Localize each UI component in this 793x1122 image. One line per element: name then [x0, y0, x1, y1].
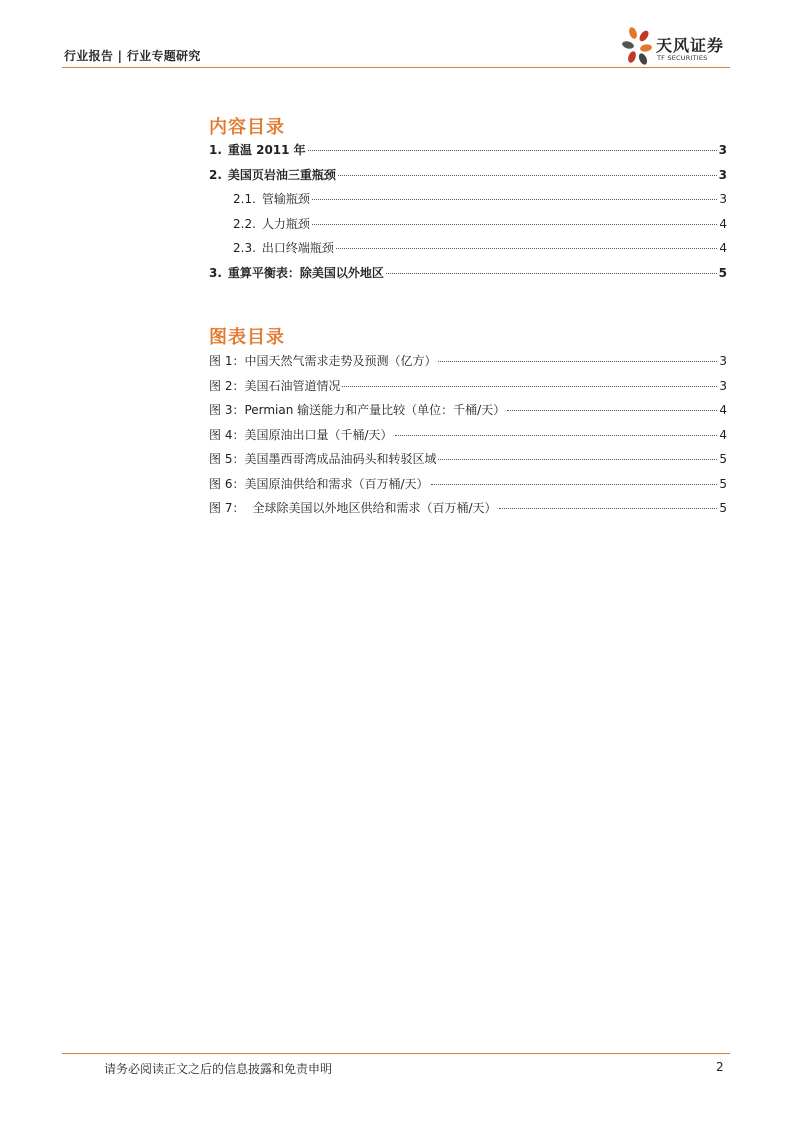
report-category: 行业报告 | 行业专题研究 — [64, 49, 201, 63]
figure-item-label: 美国墨西哥湾成品油码头和转驳区域 — [244, 452, 437, 466]
toc-leader — [308, 150, 717, 151]
toc-item-number: 2.3. — [233, 241, 256, 255]
figure-item-number: 图 7： — [209, 501, 245, 515]
toc-item-label: 美国页岩油三重瓶颈 — [227, 167, 336, 182]
toc-leader — [342, 386, 717, 387]
figure-item-number: 图 6： — [209, 476, 245, 491]
logo-petals-icon — [622, 24, 656, 68]
toc-item-number: 3. — [209, 265, 222, 280]
toc-item-label: 人力瓶颈 — [261, 216, 310, 231]
toc-item-number: 2.2. — [233, 216, 256, 231]
figure-item-page: 5 — [719, 501, 727, 515]
logo-name-en: TF SECURITIES — [657, 54, 708, 62]
figure-item-label: 美国原油出口量（千桶/天） — [244, 427, 393, 442]
toc-leader — [312, 224, 717, 225]
figure-item[interactable] — [209, 377, 727, 402]
toc-item-label: 重算平衡表：除美国以外地区 — [227, 265, 384, 280]
page-number: 2 — [716, 1060, 724, 1074]
figure-item-page: 3 — [719, 354, 727, 368]
figure-item-page: 5 — [719, 452, 727, 466]
toc-leader — [499, 508, 718, 509]
toc-item[interactable] — [209, 141, 727, 166]
toc-item[interactable] — [209, 166, 727, 191]
toc-item-page: 4 — [719, 241, 727, 255]
figure-item-page: 4 — [719, 427, 727, 442]
toc-item-page: 4 — [719, 216, 727, 231]
toc-leader — [431, 484, 718, 485]
figure-item-page: 4 — [719, 403, 727, 417]
toc-item-label: 重温 2011 年 — [227, 143, 306, 157]
toc-leader — [438, 361, 717, 362]
toc-leader — [312, 199, 717, 200]
figures-title: 图表目录 — [209, 327, 285, 348]
toc-item-number: 2. — [209, 167, 222, 182]
logo-name-cn: 天风证券 — [656, 36, 725, 55]
figure-item-number: 图 1： — [209, 354, 245, 368]
figure-item-label: 全球除美国以外地区供给和需求（百万桶/天） — [252, 501, 497, 515]
figure-item-number: 图 4： — [209, 427, 245, 442]
toc-subitem[interactable] — [209, 215, 727, 240]
contents-title: 内容目录 — [209, 117, 285, 138]
footer-divider — [62, 1053, 730, 1054]
figures-list — [209, 352, 727, 524]
figure-item-number: 图 3： — [209, 403, 245, 417]
toc-leader — [386, 273, 717, 274]
toc-item-page: 3 — [719, 192, 727, 206]
figure-item-page: 3 — [719, 378, 727, 393]
company-logo — [622, 24, 732, 68]
toc-leader — [395, 435, 718, 436]
figure-item-number: 图 2： — [209, 378, 245, 393]
figure-item-label: 中国天然气需求走势及预测（亿方） — [244, 354, 437, 368]
toc-item-page: 3 — [718, 167, 727, 182]
figure-item[interactable] — [209, 450, 727, 475]
toc-item[interactable] — [209, 264, 727, 289]
toc-leader — [507, 410, 717, 411]
toc-subitem[interactable] — [209, 239, 727, 264]
figure-item-label: 美国原油供给和需求（百万桶/天） — [244, 476, 429, 491]
toc-item-number: 1. — [209, 143, 222, 157]
figure-item[interactable] — [209, 475, 727, 500]
toc-leader — [336, 248, 717, 249]
figure-item[interactable] — [209, 499, 727, 524]
toc-subitem[interactable] — [209, 190, 727, 215]
figure-item-page: 5 — [719, 476, 727, 491]
figure-item-label: 美国石油管道情况 — [244, 378, 341, 393]
figure-item[interactable] — [209, 426, 727, 451]
figure-item[interactable] — [209, 401, 727, 426]
header-divider — [62, 67, 730, 68]
toc-leader — [438, 459, 717, 460]
toc-item-label: 管输瓶颈 — [261, 192, 310, 206]
toc-item-page: 5 — [718, 265, 727, 280]
toc-item-page: 3 — [718, 143, 727, 157]
figure-item[interactable] — [209, 352, 727, 377]
toc-item-label: 出口终端瓶颈 — [261, 241, 334, 255]
toc-item-number: 2.1. — [233, 192, 256, 206]
footer-disclaimer: 请务必阅读正文之后的信息披露和免责申明 — [104, 1062, 333, 1076]
contents-list — [209, 141, 727, 288]
figure-item-number: 图 5： — [209, 452, 245, 466]
toc-leader — [338, 175, 717, 176]
figure-item-label: Permian 输送能力和产量比较（单位：千桶/天） — [244, 403, 506, 417]
